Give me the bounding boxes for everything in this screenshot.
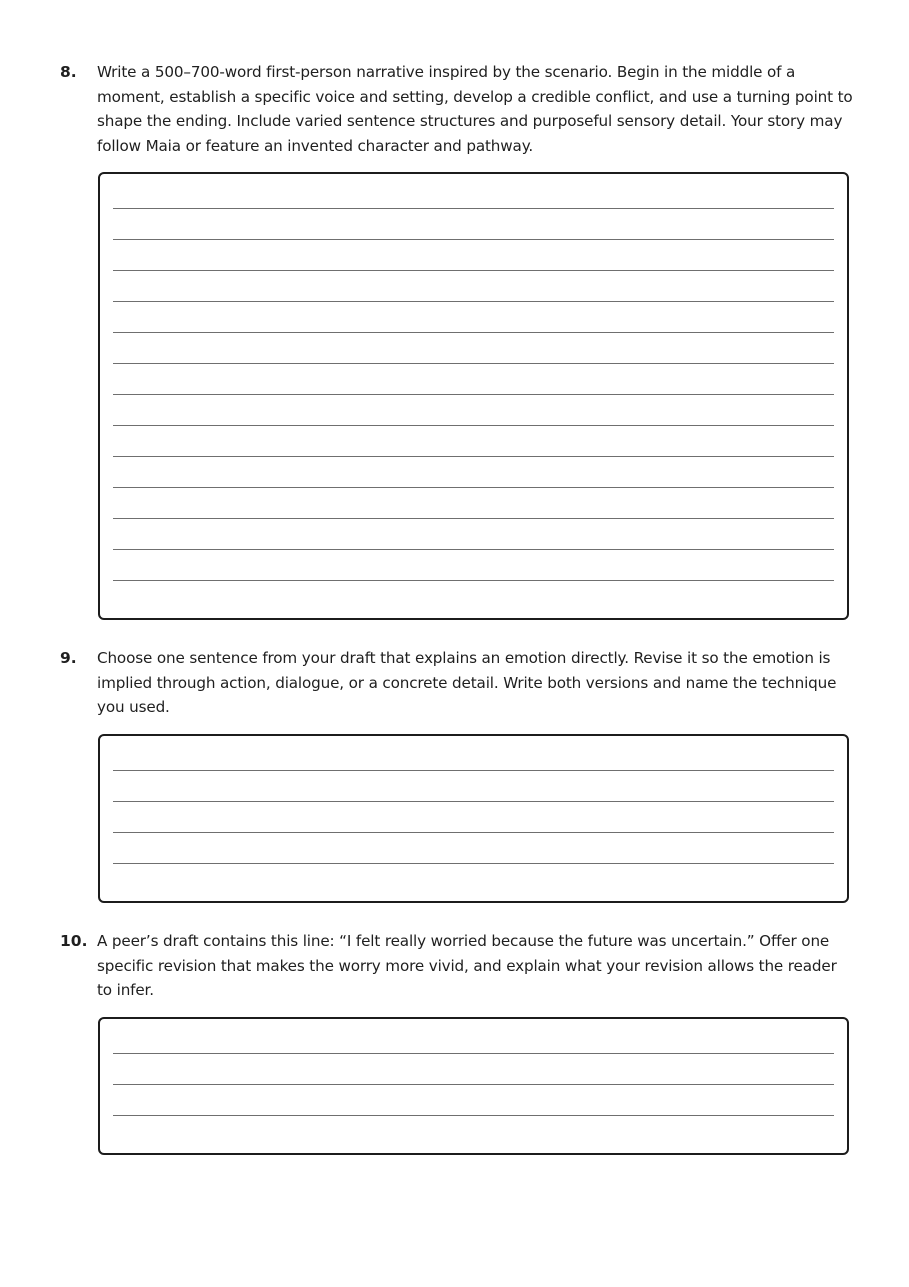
answer-line <box>113 208 834 209</box>
answer-line <box>113 363 834 364</box>
answer-box-9[interactable] <box>98 734 849 903</box>
answer-line <box>113 549 834 550</box>
question-number: 8. <box>60 63 77 81</box>
answer-line <box>113 1084 834 1085</box>
question-number: 10. <box>60 932 88 950</box>
question-prompt: Choose one sentence from your draft that explains an emotion directly. Revise it so the emotion is implied through action, dialogue, or a concrete detail. Write both versions and name the technique you used. <box>97 649 837 716</box>
answer-line <box>113 394 834 395</box>
answer-line <box>113 239 834 240</box>
answer-line <box>113 518 834 519</box>
question-prompt: A peer’s draft contains this line: “I felt really worried because the future was uncertain.” Offer one specific revision that makes the worry more vivid, and explain what your revision allows the reader to infer. <box>97 932 837 999</box>
answer-line <box>113 301 834 302</box>
answer-line <box>113 863 834 864</box>
answer-line <box>113 332 834 333</box>
answer-line <box>113 487 834 488</box>
answer-line <box>113 770 834 771</box>
question-prompt: Write a 500–700-word first-person narrative inspired by the scenario. Begin in the middle of a moment, establish a specific voice and setting, develop a credible conflict, and use a turning point to shape the ending. Include varied sentence structures and purposeful sensory detail. Your story may follow Maia or feature an invented character and pathway. <box>97 63 853 155</box>
answer-line <box>113 1053 834 1054</box>
answer-line <box>113 832 834 833</box>
question-number: 9. <box>60 649 77 667</box>
answer-line <box>113 270 834 271</box>
answer-box-10[interactable] <box>98 1017 849 1155</box>
answer-line <box>113 801 834 802</box>
answer-line <box>113 425 834 426</box>
answer-line <box>113 580 834 581</box>
answer-line <box>113 1115 834 1116</box>
answer-line <box>113 456 834 457</box>
answer-box-8[interactable] <box>98 172 849 620</box>
